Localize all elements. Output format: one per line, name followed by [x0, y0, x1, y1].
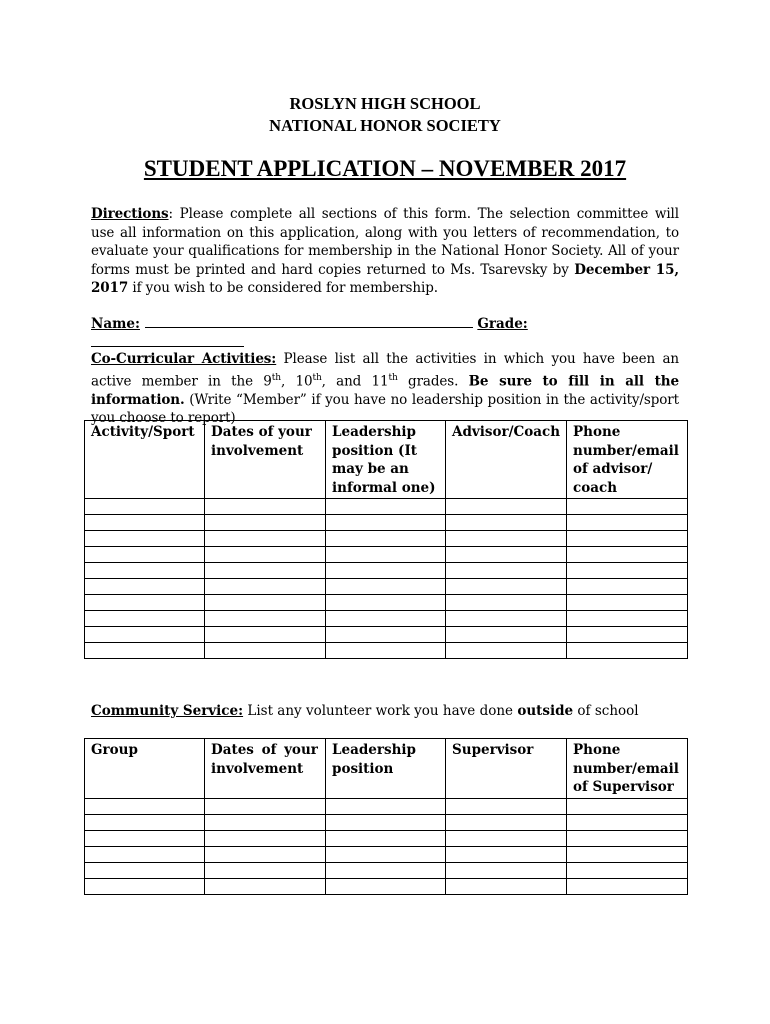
community-service-emphasis: outside — [517, 703, 574, 719]
table-cell[interactable] — [205, 814, 326, 830]
table-cell[interactable] — [567, 878, 688, 894]
table-row — [85, 627, 688, 643]
table-cell[interactable] — [205, 862, 326, 878]
table-cell[interactable] — [85, 611, 205, 627]
table-cell[interactable] — [85, 814, 205, 830]
table-cell[interactable] — [326, 563, 446, 579]
table-cell[interactable] — [205, 499, 326, 515]
column-header: Leadership position (It may be an informal one) — [326, 421, 446, 499]
page-title: STUDENT APPLICATION – NOVEMBER 2017 — [143, 156, 627, 181]
school-name: ROSLYN HIGH SCHOOL — [289, 94, 481, 113]
table-cell[interactable] — [326, 814, 446, 830]
grade-label: Grade: — [477, 316, 528, 332]
table-cell[interactable] — [85, 643, 205, 659]
table-cell[interactable] — [567, 563, 688, 579]
table-cell[interactable] — [446, 627, 567, 643]
table-cell[interactable] — [205, 830, 326, 846]
table-cell[interactable] — [326, 547, 446, 563]
column-header: Leadership position — [326, 739, 446, 799]
table-cell[interactable] — [205, 547, 326, 563]
table-cell[interactable] — [567, 611, 688, 627]
table-row — [85, 830, 688, 846]
table-cell[interactable] — [85, 627, 205, 643]
column-header: Group — [85, 739, 205, 799]
table-row — [85, 878, 688, 894]
table-cell[interactable] — [85, 515, 205, 531]
table-cell[interactable] — [326, 611, 446, 627]
column-header: Dates of your involvement — [205, 739, 326, 799]
table-row — [85, 547, 688, 563]
table-cell[interactable] — [567, 862, 688, 878]
table-row — [85, 499, 688, 515]
table-row — [85, 595, 688, 611]
table-cell[interactable] — [326, 531, 446, 547]
table-cell[interactable] — [326, 830, 446, 846]
grade-field[interactable] — [91, 332, 244, 347]
column-header: Dates of your involvement — [205, 421, 326, 499]
table-cell[interactable] — [85, 499, 205, 515]
table-cell[interactable] — [567, 798, 688, 814]
table-cell[interactable] — [567, 579, 688, 595]
table-cell[interactable] — [326, 627, 446, 643]
society-name: NATIONAL HONOR SOCIETY — [269, 116, 501, 135]
table-cell[interactable] — [85, 878, 205, 894]
table-cell[interactable] — [326, 846, 446, 862]
table-cell[interactable] — [567, 595, 688, 611]
table-cell[interactable] — [567, 846, 688, 862]
table-cell[interactable] — [85, 579, 205, 595]
directions-text-1: : Please complete all sections of this form. The selection committee will use all information on this application, along with you letters of recommendation, to evaluate your qualifications for membership in the National Honor Society. All of your forms must be printed and hard copies returned to Ms. Tsarevsky by — [91, 206, 679, 278]
table-cell[interactable] — [446, 547, 567, 563]
table-row — [85, 798, 688, 814]
table-cell[interactable] — [567, 627, 688, 643]
community-service-label: Community Service: — [91, 703, 244, 719]
table-cell[interactable] — [567, 814, 688, 830]
table-cell[interactable] — [446, 846, 567, 862]
table-cell[interactable] — [446, 878, 567, 894]
table-cell[interactable] — [326, 515, 446, 531]
table-cell[interactable] — [567, 515, 688, 531]
table-cell[interactable] — [205, 846, 326, 862]
table-cell[interactable] — [85, 846, 205, 862]
cocurricular-label: Co-Curricular Activities: — [91, 351, 277, 367]
cocurricular-text-3: , and 11 — [321, 373, 389, 389]
table-cell[interactable] — [326, 878, 446, 894]
table-cell[interactable] — [85, 830, 205, 846]
activities-table — [84, 420, 688, 659]
cocurricular-text-5: (Write “Member” if you have no leadership position in the activity/sport you choose to report) — [91, 391, 679, 426]
table-cell[interactable] — [567, 830, 688, 846]
table-cell[interactable] — [446, 862, 567, 878]
table-header-row — [85, 421, 688, 499]
ordinal-suffix: th — [312, 372, 322, 383]
table-cell[interactable] — [446, 798, 567, 814]
cocurricular-text-2: , 10 — [280, 373, 313, 389]
table-cell[interactable] — [446, 595, 567, 611]
table-cell[interactable] — [205, 563, 326, 579]
table-cell[interactable] — [85, 595, 205, 611]
table-cell[interactable] — [446, 611, 567, 627]
table-cell[interactable] — [567, 499, 688, 515]
community-service-text-1: List any volunteer work you have done — [243, 703, 518, 719]
table-cell[interactable] — [446, 563, 567, 579]
name-label: Name: — [91, 316, 140, 332]
table-cell[interactable] — [326, 643, 446, 659]
table-row — [85, 531, 688, 547]
table-cell[interactable] — [567, 547, 688, 563]
table-cell[interactable] — [85, 563, 205, 579]
table-cell[interactable] — [205, 878, 326, 894]
table-cell[interactable] — [446, 499, 567, 515]
table-cell[interactable] — [85, 798, 205, 814]
cocurricular-text-4: grades. — [397, 373, 469, 389]
column-header: Phone number/email of advisor/ coach — [567, 421, 688, 499]
table-cell[interactable] — [85, 547, 205, 563]
table-row — [85, 515, 688, 531]
table-row — [85, 814, 688, 830]
ordinal-suffix: th — [388, 372, 398, 383]
column-header: Advisor/Coach — [446, 421, 567, 499]
cocurricular-emphasis: Be sure to fill in all the information. — [91, 373, 679, 408]
table-cell[interactable] — [205, 579, 326, 595]
community-service-instructions — [91, 703, 639, 719]
name-field[interactable] — [145, 313, 473, 328]
table-row — [85, 611, 688, 627]
table-row — [85, 643, 688, 659]
table-cell[interactable] — [446, 830, 567, 846]
table-cell[interactable] — [446, 531, 567, 547]
table-cell[interactable] — [446, 643, 567, 659]
table-cell[interactable] — [446, 515, 567, 531]
table-cell[interactable] — [205, 627, 326, 643]
cocurricular-text-1: Please list all the activities in which you have been an active member in the 9 — [91, 351, 679, 389]
table-cell[interactable] — [326, 499, 446, 515]
directions-label: Directions — [91, 206, 169, 222]
directions-paragraph — [91, 205, 679, 298]
column-header: Phone number/email of Supervisor — [567, 739, 688, 799]
table-cell[interactable] — [326, 862, 446, 878]
table-cell[interactable] — [567, 643, 688, 659]
community-service-text-2: of school — [573, 703, 639, 719]
column-header: Activity/Sport — [85, 421, 205, 499]
community-service-table — [84, 738, 688, 895]
table-cell[interactable] — [567, 531, 688, 547]
table-cell[interactable] — [205, 798, 326, 814]
cocurricular-paragraph — [91, 350, 679, 428]
table-cell[interactable] — [205, 595, 326, 611]
table-row — [85, 579, 688, 595]
name-grade-row — [91, 313, 679, 351]
table-cell[interactable] — [85, 862, 205, 878]
table-cell[interactable] — [85, 531, 205, 547]
table-cell[interactable] — [205, 643, 326, 659]
table-row — [85, 862, 688, 878]
column-header: Supervisor — [446, 739, 567, 799]
table-cell[interactable] — [205, 515, 326, 531]
table-cell[interactable] — [326, 798, 446, 814]
table-header-row — [85, 739, 688, 799]
directions-deadline: December 15, 2017 — [91, 261, 679, 296]
table-cell[interactable] — [326, 579, 446, 595]
table-row — [85, 846, 688, 862]
directions-text-2: if you wish to be considered for membership. — [128, 280, 438, 296]
table-cell[interactable] — [326, 595, 446, 611]
table-cell[interactable] — [205, 531, 326, 547]
table-cell[interactable] — [446, 579, 567, 595]
ordinal-suffix: th — [271, 372, 281, 383]
table-cell[interactable] — [205, 611, 326, 627]
table-cell[interactable] — [446, 814, 567, 830]
table-row — [85, 563, 688, 579]
